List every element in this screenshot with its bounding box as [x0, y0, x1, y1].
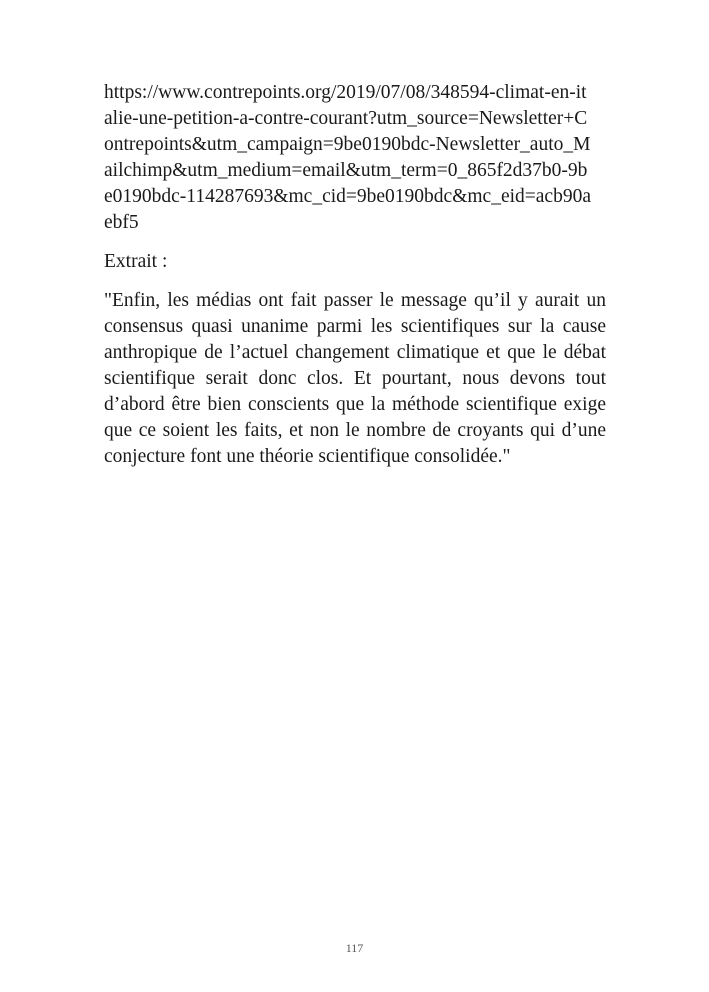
source-url[interactable]	[104, 80, 606, 236]
url-line: e0190bdc-114287693&mc_cid=9be0190bdc&mc_eid=acb90a	[104, 186, 591, 207]
url-line: alie-une-petition-a-contre-courant?utm_source=Newsletter+C	[104, 108, 588, 129]
url-line: https://www.contrepoints.org/2019/07/08/348594-climat-en-it	[104, 82, 587, 103]
quote-paragraph: "Enfin, les médias ont fait passer le message qu’il y aurait un consensus quasi unanime parmi les scientifiques sur la cause anthropique de l’actuel changement climatique et que le débat scientifique serait donc clos. Et pourtant, nous devons tout d’abord être bien conscients que la méthode scientifique exige que ce soient les faits, et non le nombre de croyants qui d’une conjecture font une théorie scientifique consolidée."	[104, 290, 606, 467]
url-line: ailchimp&utm_medium=email&utm_term=0_865f2d37b0-9b	[104, 160, 588, 181]
url-line: ebf5	[104, 212, 139, 233]
page-content	[104, 80, 606, 490]
page-number: 117	[345, 941, 364, 955]
extract-label: Extrait :	[104, 251, 168, 272]
url-line: ontrepoints&utm_campaign=9be0190bdc-Newsletter_auto_M	[104, 134, 591, 155]
